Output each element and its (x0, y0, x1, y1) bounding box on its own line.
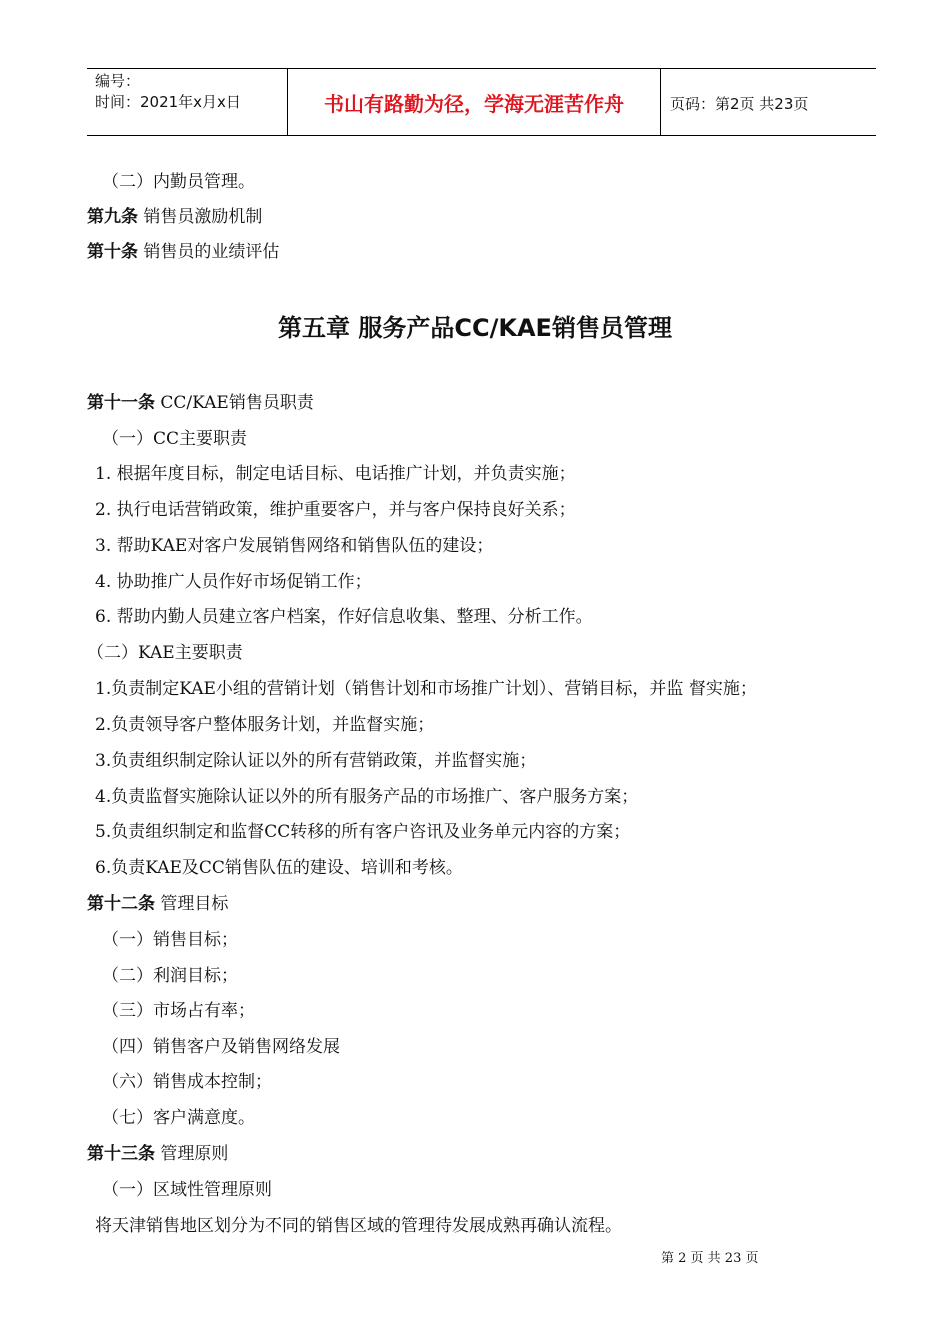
line-text: 1.负责制定KAE小组的营销计划（销售计划和市场推广计划）、营销目标，并监 督实施； (95, 679, 757, 699)
line-text: （一）区域性管理原则 (102, 1180, 272, 1200)
body-line (87, 642, 243, 664)
body-line (102, 171, 255, 193)
body-line (102, 1036, 340, 1058)
number-label: 编号： (95, 72, 141, 90)
line-text: 销售员的业绩评估 (138, 242, 280, 262)
line-text: 1. 根据年度目标，制定电话目标、电话推广计划，并负责实施； (95, 464, 576, 484)
line-text: CC/KAE销售员职责 (155, 393, 314, 413)
line-text: （二）利润目标； (102, 966, 238, 986)
line-text: 将天津销售地区划分为不同的销售区域的管理待发展成熟再确认流程。 (95, 1216, 622, 1236)
article-line (87, 206, 262, 228)
body-line (102, 1179, 272, 1201)
body-line (95, 606, 593, 628)
line-text: （三）市场占有率； (102, 1001, 255, 1021)
body-line (102, 929, 238, 951)
body-line (95, 786, 638, 808)
line-text: （六）销售成本控制； (102, 1072, 272, 1092)
article-label: 第十条 (87, 242, 138, 262)
article-label: 第九条 (87, 207, 138, 227)
page-footer: 第 2 页 共 23 页 (661, 1251, 759, 1266)
body-line (102, 1107, 255, 1129)
line-text: 管理目标 (155, 894, 229, 914)
line-text: 4. 协助推广人员作好市场促销工作； (95, 572, 372, 592)
line-text: 3. 帮助KAE对客户发展销售网络和销售队伍的建设； (95, 536, 494, 556)
chapter-title: 第五章 服务产品CC/KAE销售员管理 (278, 314, 672, 342)
line-text: 销售员激励机制 (138, 207, 263, 227)
article-label: 第十二条 (87, 894, 155, 914)
line-text: （一）CC主要职责 (102, 429, 248, 449)
body-line (95, 678, 757, 700)
body-line (102, 1071, 272, 1093)
header-page-info: 页码：第2页 共23页 (670, 95, 809, 113)
body-line (95, 571, 372, 593)
body-line (102, 965, 238, 987)
article-line (87, 241, 279, 263)
body-line (95, 821, 630, 843)
line-text: （一）销售目标； (102, 930, 238, 950)
body-line (102, 1000, 255, 1022)
line-text: （七）客户满意度。 (102, 1108, 255, 1128)
line-text: 3.负责组织制定除认证以外的所有营销政策，并监督实施； (95, 751, 537, 771)
body-line (95, 750, 536, 772)
line-text: 4.负责监督实施除认证以外的所有服务产品的市场推广、客户服务方案； (95, 787, 639, 807)
line-text: （四）销售客户及销售网络发展 (102, 1037, 340, 1057)
article-line (87, 1143, 228, 1165)
body-line (95, 857, 463, 879)
body-line (95, 1215, 622, 1237)
line-text: 5.负责组织制定和监督CC转移的所有客户咨讯及业务单元内容的方案； (95, 822, 631, 842)
line-text: 6. 帮助内勤人员建立客户档案，作好信息收集、整理、分析工作。 (95, 607, 593, 627)
body-line (95, 463, 576, 485)
body-line (102, 428, 247, 450)
body-line (95, 499, 576, 521)
line-text: 管理原则 (155, 1144, 229, 1164)
article-label: 第十一条 (87, 393, 155, 413)
header-motto: 书山有路勤为径，学海无涯苦作舟 (287, 68, 661, 136)
article-label: 第十三条 (87, 1144, 155, 1164)
page-header (87, 68, 876, 136)
body-line (95, 714, 434, 736)
line-text: （二）KAE主要职责 (87, 643, 243, 663)
line-text: （二）内勤员管理。 (102, 172, 255, 192)
line-text: 2. 执行电话营销政策，维护重要客户，并与客户保持良好关系； (95, 500, 576, 520)
header-left (95, 71, 241, 113)
article-line (87, 392, 314, 414)
time-label: 时间：2021年x月x日 (95, 93, 241, 111)
line-text: 2.负责领导客户整体服务计划，并监督实施； (95, 715, 435, 735)
body-line (95, 535, 493, 557)
article-line (87, 893, 228, 915)
line-text: 6.负责KAE及CC销售队伍的建设、培训和考核。 (95, 858, 463, 878)
